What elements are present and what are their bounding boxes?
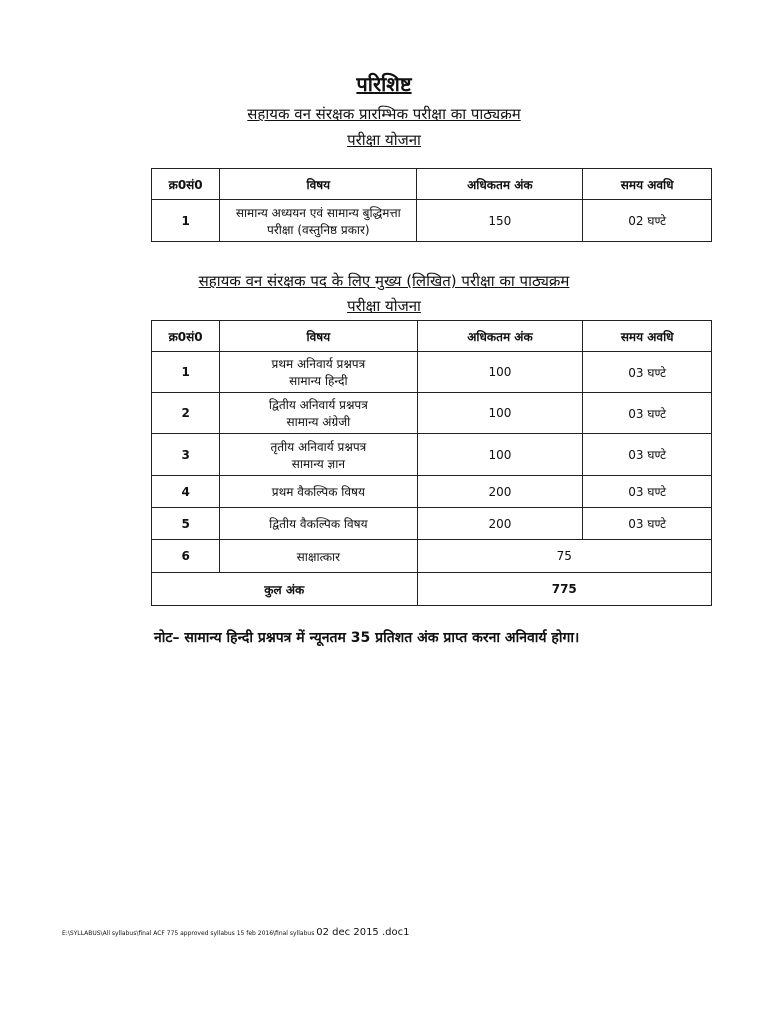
cell-subject bbox=[220, 434, 417, 476]
subject-line: तृतीय अनिवार्य प्रश्नपत्र bbox=[270, 439, 367, 454]
cell-subject: द्वितीय वैकल्पिक विषय bbox=[220, 508, 417, 540]
col-header-duration: समय अवधि bbox=[583, 169, 712, 200]
cell-marks: 150 bbox=[417, 200, 583, 242]
cell-subject bbox=[220, 352, 417, 393]
cell-sno: 2 bbox=[152, 393, 220, 434]
note-text: नोट– सामान्य हिन्दी प्रश्नपत्र में न्यूनतम 35 प्रतिशत अंक प्राप्त करना अनिवार्य होगा। bbox=[154, 630, 580, 646]
main-table bbox=[151, 320, 712, 606]
cell-duration: 03 घण्टे bbox=[583, 352, 712, 393]
table-row bbox=[152, 200, 712, 242]
cell-subject: प्रथम वैकल्पिक विषय bbox=[220, 476, 417, 508]
main-scheme-heading: परीक्षा योजना bbox=[347, 297, 421, 315]
subject-line: सामान्य हिन्दी bbox=[289, 374, 348, 388]
subject-line: सामान्य ज्ञान bbox=[291, 456, 346, 471]
subject-line: सामान्य अध्ययन एवं सामान्य बुद्धिमत्ता bbox=[235, 205, 401, 220]
cell-marks: 100 bbox=[417, 352, 583, 393]
cell-marks: 75 bbox=[417, 540, 711, 573]
cell-marks: 200 bbox=[417, 508, 583, 540]
subject-line: द्वितीय अनिवार्य प्रश्नपत्र bbox=[268, 398, 368, 412]
cell-sno: 4 bbox=[152, 476, 220, 508]
table-row bbox=[152, 540, 712, 573]
cell-marks: 200 bbox=[417, 476, 583, 508]
cell-sno: 1 bbox=[152, 352, 220, 393]
file-path-footer bbox=[62, 927, 409, 938]
cell-duration: 02 घण्टे bbox=[583, 200, 712, 242]
cell-sno: 6 bbox=[152, 540, 220, 573]
cell-marks: 100 bbox=[417, 393, 583, 434]
cell-subject bbox=[220, 393, 417, 434]
cell-subject: साक्षात्कार bbox=[220, 540, 417, 573]
prelim-title: सहायक वन संरक्षक प्रारम्भिक परीक्षा का पाठ्यक्रम bbox=[247, 105, 521, 123]
table-row bbox=[152, 434, 712, 476]
col-header-subject: विषय bbox=[220, 169, 417, 200]
col-header-subject: विषय bbox=[220, 321, 417, 352]
prelim-scheme-heading: परीक्षा योजना bbox=[347, 131, 421, 149]
table-header-row bbox=[152, 169, 712, 200]
table-row bbox=[152, 352, 712, 393]
col-header-max-marks: अधिकतम अंक bbox=[417, 169, 583, 200]
footer-date: 02 dec 2015 .doc1 bbox=[316, 927, 410, 938]
main-exam-title: सहायक वन संरक्षक पद के लिए मुख्य (लिखित) परीक्षा का पाठ्यक्रम bbox=[198, 272, 570, 290]
cell-duration: 03 घण्टे bbox=[583, 434, 712, 476]
cell-subject bbox=[220, 200, 417, 242]
table-row bbox=[152, 508, 712, 540]
footer-path-suffix: syllabus bbox=[289, 930, 315, 937]
col-header-max-marks: अधिकतम अंक bbox=[417, 321, 583, 352]
cell-sno: 5 bbox=[152, 508, 220, 540]
subject-line: परीक्षा (वस्तुनिष्ठ प्रकार) bbox=[267, 222, 370, 237]
table-row bbox=[152, 393, 712, 434]
total-value: 775 bbox=[417, 573, 711, 606]
table-row bbox=[152, 476, 712, 508]
col-header-sno: क्र0सं0 bbox=[152, 321, 220, 352]
footer-path: E:\SYLLABUS\All syllabus\final ACF 775 approved syllabus 15 feb 2016\final bbox=[62, 930, 288, 937]
cell-marks: 100 bbox=[417, 434, 583, 476]
cell-duration: 03 घण्टे bbox=[583, 393, 712, 434]
cell-duration: 03 घण्टे bbox=[583, 508, 712, 540]
total-label: कुल अंक bbox=[152, 573, 418, 606]
cell-sno: 1 bbox=[152, 200, 220, 242]
col-header-sno: क्र0सं0 bbox=[152, 169, 220, 200]
prelim-table bbox=[151, 168, 712, 242]
col-header-duration: समय अवधि bbox=[583, 321, 712, 352]
page-title: परिशिष्ट bbox=[356, 72, 412, 96]
cell-sno: 3 bbox=[152, 434, 220, 476]
table-header-row bbox=[152, 321, 712, 352]
table-total-row bbox=[152, 573, 712, 606]
subject-line: प्रथम अनिवार्य प्रश्नपत्र bbox=[271, 357, 366, 371]
cell-duration: 03 घण्टे bbox=[583, 476, 712, 508]
subject-line: सामान्य अंग्रेजी bbox=[286, 415, 351, 429]
